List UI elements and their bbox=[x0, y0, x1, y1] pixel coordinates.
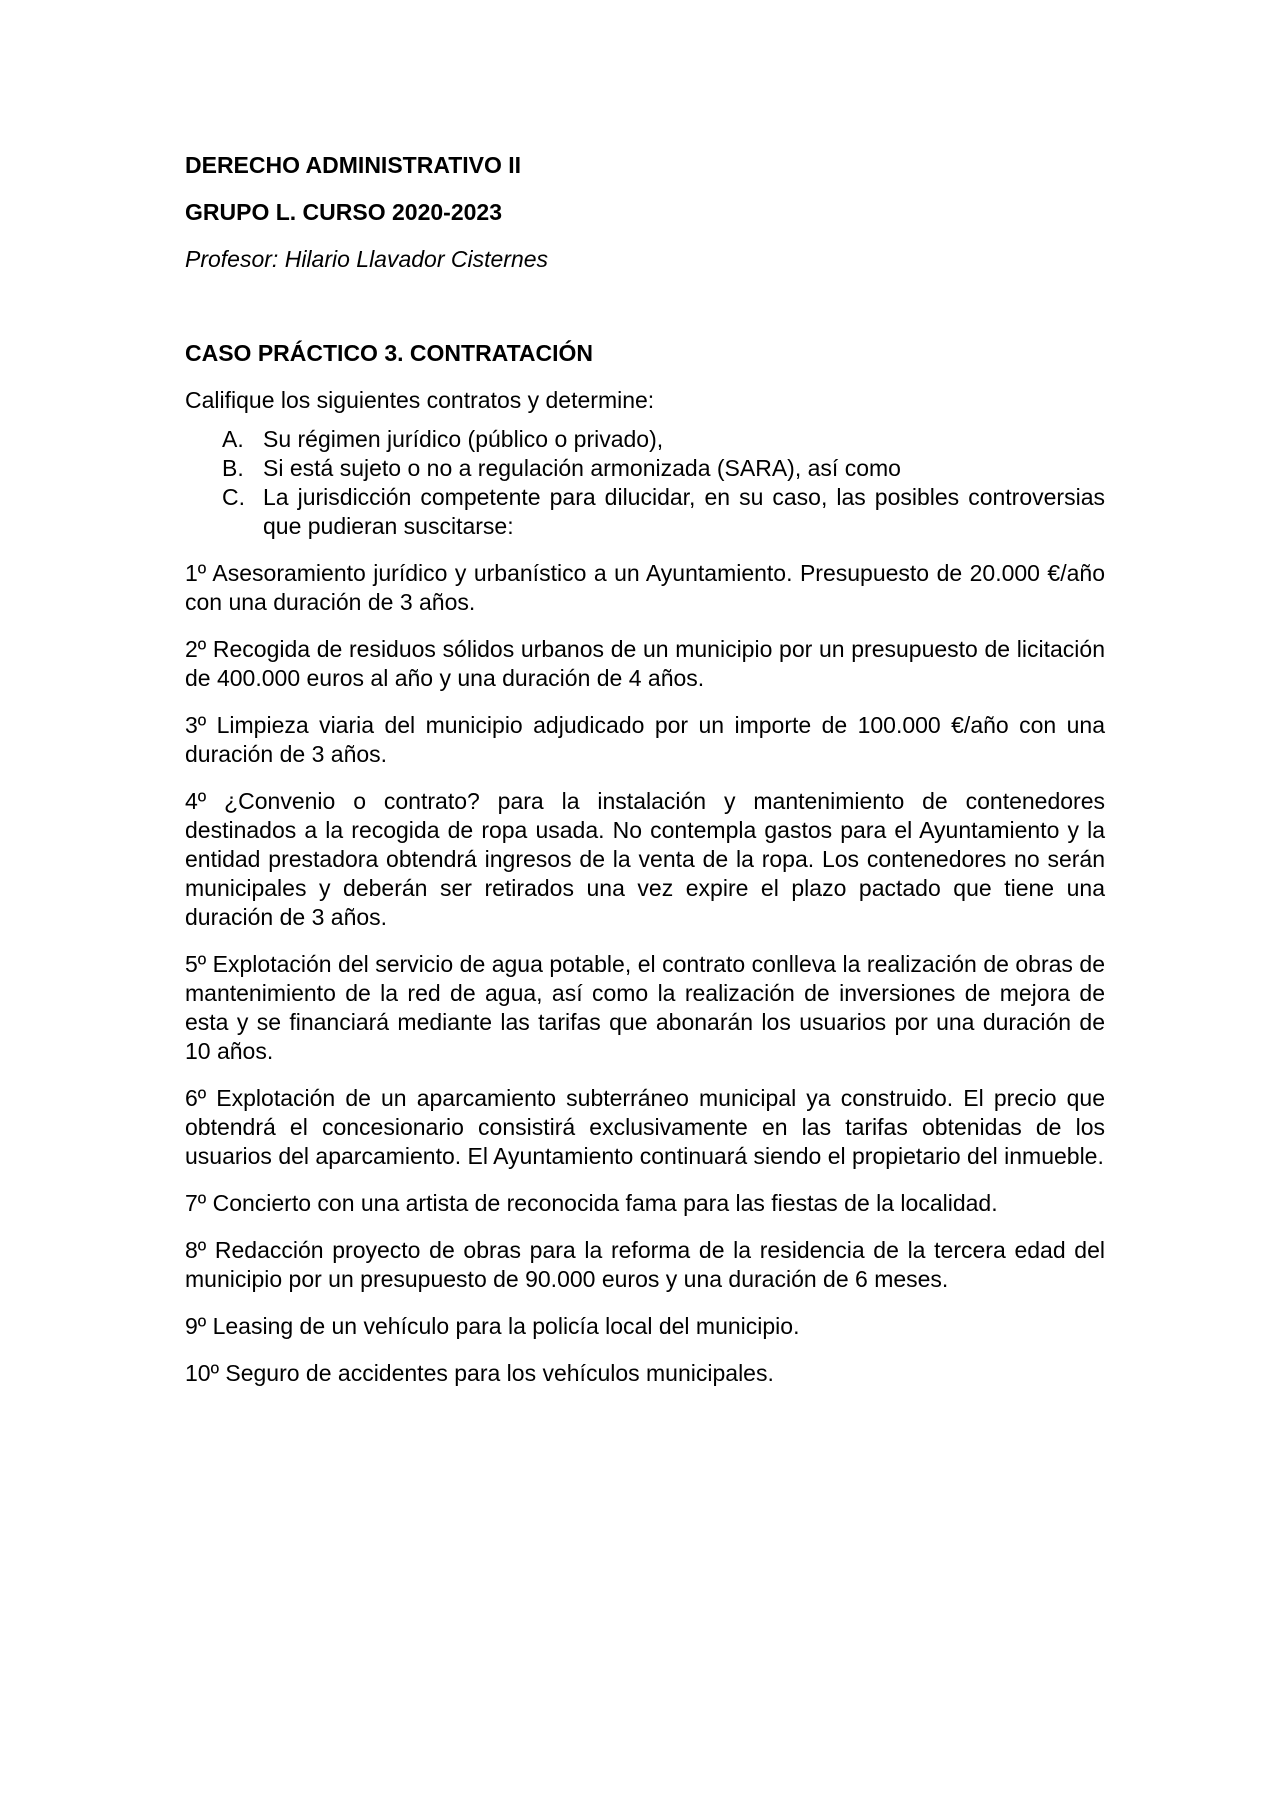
contract-item-6: 6º Explotación de un aparcamiento subterráneo municipal ya construido. El precio que obtendrá el concesionario consistirá exclusivamente en las tarifas obtenidas de los usuarios del aparcamiento. El Ayuntamiento continuará siendo el propietario del inmueble. bbox=[185, 1085, 1105, 1169]
case-title: CASO PRÁCTICO 3. CONTRATACIÓN bbox=[185, 340, 594, 366]
criteria-text: Su régimen jurídico (público o privado), bbox=[263, 426, 664, 452]
criteria-list bbox=[185, 425, 1105, 541]
criteria-item bbox=[185, 483, 1105, 541]
criteria-marker: C. bbox=[222, 484, 245, 510]
criteria-item bbox=[185, 454, 1105, 483]
contract-item-4: 4º ¿Convenio o contrato? para la instalación y mantenimiento de contenedores destinados a la recogida de ropa usada. No contempla gastos para el Ayuntamiento y la entidad prestadora obtendrá ingresos de la venta de la ropa. Los contenedores no serán municipales y deberán ser retirados una vez expire el plazo pactado que tiene una duración de 3 años. bbox=[185, 788, 1105, 930]
contract-item-9: 9º Leasing de un vehículo para la policía local del municipio. bbox=[185, 1313, 800, 1339]
criteria-marker: B. bbox=[222, 455, 244, 481]
criteria-marker: A. bbox=[222, 426, 244, 452]
document-body bbox=[185, 151, 1105, 1406]
course-title: DERECHO ADMINISTRATIVO II bbox=[185, 152, 522, 178]
criteria-text: Si está sujeto o no a regulación armonizada (SARA), así como bbox=[263, 455, 901, 481]
contract-item-5: 5º Explotación del servicio de agua potable, el contrato conlleva la realización de obras de mantenimiento de la red de agua, así como la realización de inversiones de mejora de esta y se financiará mediante las tarifas que abonarán los usuarios por una duración de 10 años. bbox=[185, 951, 1105, 1064]
contract-item-7: 7º Concierto con una artista de reconocida fama para las fiestas de la localidad. bbox=[185, 1190, 998, 1216]
case-intro: Califique los siguientes contratos y determine: bbox=[185, 387, 655, 413]
criteria-text: La jurisdicción competente para dilucidar, en su caso, las posibles controversias que pudieran suscitarse: bbox=[263, 484, 1105, 539]
contract-item-10: 10º Seguro de accidentes para los vehículos municipales. bbox=[185, 1360, 774, 1386]
criteria-item bbox=[185, 425, 1105, 454]
contract-item-1: 1º Asesoramiento jurídico y urbanístico a un Ayuntamiento. Presupuesto de 20.000 €/año con una duración de 3 años. bbox=[185, 560, 1105, 615]
group-line: GRUPO L. CURSO 2020-2023 bbox=[185, 199, 503, 225]
professor-line: Profesor: Hilario Llavador Cisternes bbox=[185, 246, 549, 272]
contract-item-8: 8º Redacción proyecto de obras para la reforma de la residencia de la tercera edad del municipio por un presupuesto de 90.000 euros y una duración de 6 meses. bbox=[185, 1237, 1105, 1292]
contract-item-2: 2º Recogida de residuos sólidos urbanos de un municipio por un presupuesto de licitación de 400.000 euros al año y una duración de 4 años. bbox=[185, 636, 1105, 691]
contract-item-3: 3º Limpieza viaria del municipio adjudicado por un importe de 100.000 €/año con una duración de 3 años. bbox=[185, 712, 1105, 767]
